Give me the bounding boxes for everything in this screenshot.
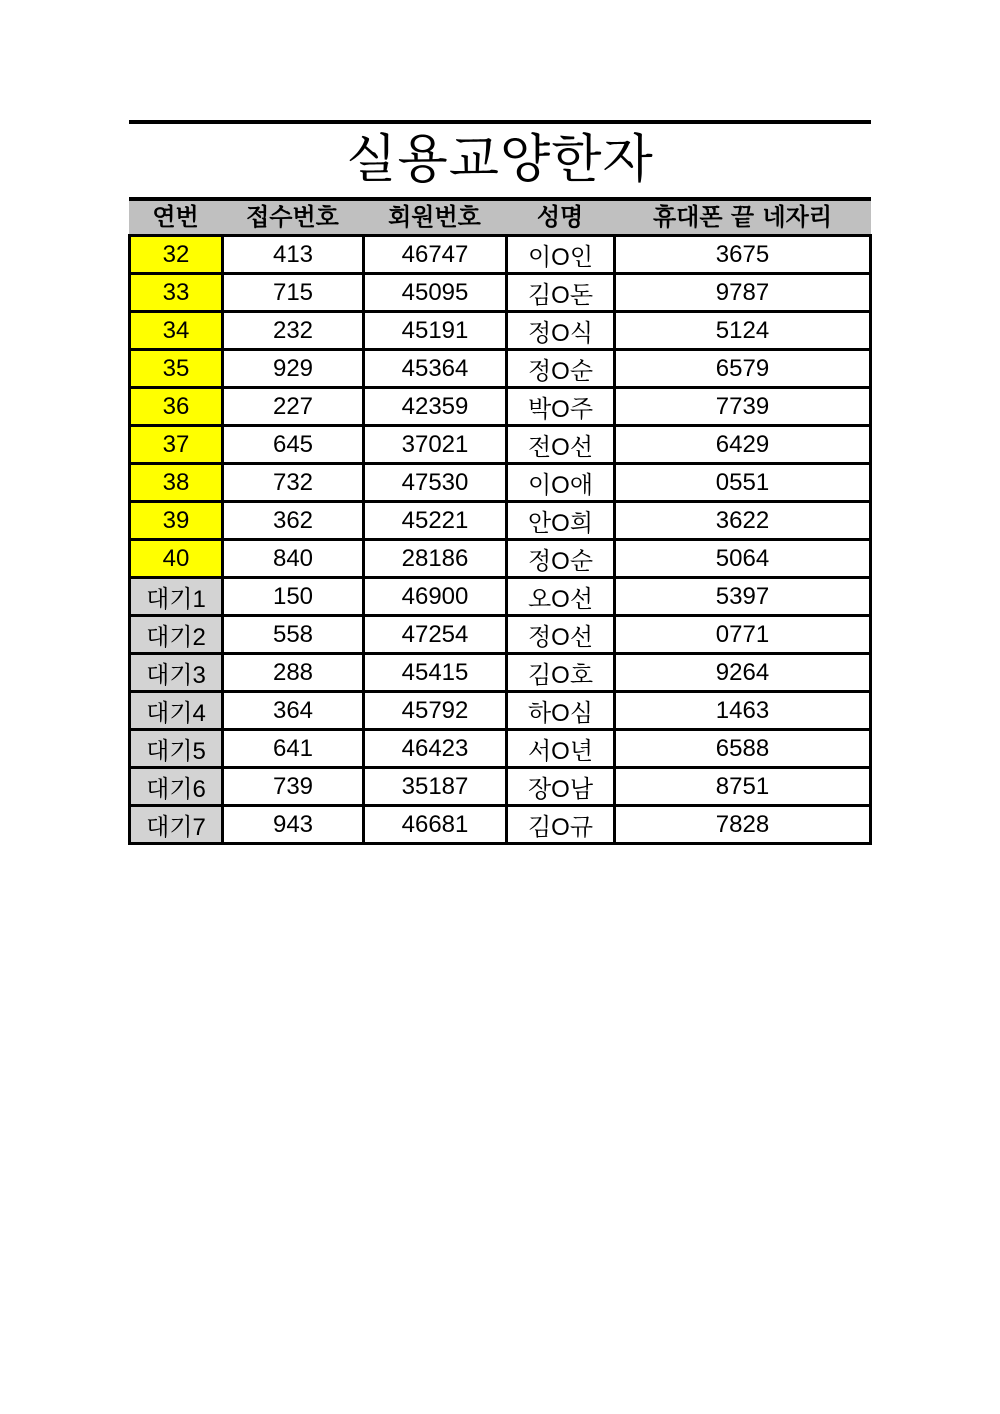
cell-receipt: 288 [223, 654, 364, 692]
header-receipt: 접수번호 [246, 203, 339, 231]
table-row [130, 768, 871, 806]
cell-no: 34 [130, 312, 223, 350]
cell-no: 39 [130, 502, 223, 540]
cell-member: 46747 [364, 236, 507, 274]
cell-phone: 6588 [615, 730, 871, 768]
cell-phone: 5397 [615, 578, 871, 616]
cell-name: 김O규 [507, 806, 615, 844]
participant-table [128, 234, 872, 845]
cell-phone: 6429 [615, 426, 871, 464]
cell-name: 정O순 [507, 540, 615, 578]
cell-phone: 7739 [615, 388, 871, 426]
cell-name: 정O선 [507, 616, 615, 654]
cell-no: 대기7 [130, 806, 223, 844]
table-row [130, 426, 871, 464]
cell-no: 대기5 [130, 730, 223, 768]
cell-member: 45364 [364, 350, 507, 388]
cell-phone: 7828 [615, 806, 871, 844]
table-row [130, 502, 871, 540]
cell-no: 대기6 [130, 768, 223, 806]
page-title: 실용교양한자 [346, 130, 654, 190]
table-row [130, 274, 871, 312]
cell-member: 45792 [364, 692, 507, 730]
cell-phone: 0551 [615, 464, 871, 502]
table-row [130, 654, 871, 692]
cell-no: 대기1 [130, 578, 223, 616]
table-row [130, 730, 871, 768]
cell-receipt: 943 [223, 806, 364, 844]
cell-member: 42359 [364, 388, 507, 426]
cell-phone: 3622 [615, 502, 871, 540]
table-header [129, 201, 871, 234]
cell-phone: 0771 [615, 616, 871, 654]
cell-member: 47254 [364, 616, 507, 654]
cell-name: 박O주 [507, 388, 615, 426]
cell-member: 28186 [364, 540, 507, 578]
cell-phone: 5064 [615, 540, 871, 578]
cell-name: 이O애 [507, 464, 615, 502]
cell-receipt: 840 [223, 540, 364, 578]
cell-name: 서O년 [507, 730, 615, 768]
table-row [130, 578, 871, 616]
cell-member: 35187 [364, 768, 507, 806]
table-row [130, 350, 871, 388]
cell-name: 김O호 [507, 654, 615, 692]
table-row [130, 464, 871, 502]
cell-receipt: 929 [223, 350, 364, 388]
cell-phone: 6579 [615, 350, 871, 388]
table-row [130, 236, 871, 274]
header-phone: 휴대폰 끝 네자리 [653, 203, 832, 231]
cell-no: 37 [130, 426, 223, 464]
table-row [130, 692, 871, 730]
cell-no: 35 [130, 350, 223, 388]
cell-no: 대기2 [130, 616, 223, 654]
cell-member: 46900 [364, 578, 507, 616]
cell-phone: 8751 [615, 768, 871, 806]
table-row [130, 540, 871, 578]
cell-member: 46681 [364, 806, 507, 844]
cell-no: 대기3 [130, 654, 223, 692]
cell-name: 안O희 [507, 502, 615, 540]
cell-phone: 3675 [615, 236, 871, 274]
cell-no: 대기4 [130, 692, 223, 730]
cell-receipt: 364 [223, 692, 364, 730]
header-name: 성명 [536, 203, 584, 231]
table-row [130, 388, 871, 426]
table-row [130, 312, 871, 350]
cell-receipt: 413 [223, 236, 364, 274]
cell-receipt: 645 [223, 426, 364, 464]
cell-receipt: 232 [223, 312, 364, 350]
header-member: 회원번호 [388, 203, 481, 231]
table-row [130, 616, 871, 654]
cell-member: 45095 [364, 274, 507, 312]
cell-member: 37021 [364, 426, 507, 464]
cell-phone: 9787 [615, 274, 871, 312]
cell-member: 45221 [364, 502, 507, 540]
cell-phone: 1463 [615, 692, 871, 730]
cell-receipt: 362 [223, 502, 364, 540]
cell-name: 하O심 [507, 692, 615, 730]
cell-no: 33 [130, 274, 223, 312]
cell-receipt: 150 [223, 578, 364, 616]
cell-no: 40 [130, 540, 223, 578]
cell-name: 이O인 [507, 236, 615, 274]
cell-member: 45191 [364, 312, 507, 350]
cell-receipt: 715 [223, 274, 364, 312]
cell-member: 47530 [364, 464, 507, 502]
cell-receipt: 732 [223, 464, 364, 502]
cell-name: 정O식 [507, 312, 615, 350]
cell-phone: 9264 [615, 654, 871, 692]
cell-no: 32 [130, 236, 223, 274]
cell-no: 38 [130, 464, 223, 502]
cell-receipt: 558 [223, 616, 364, 654]
cell-receipt: 641 [223, 730, 364, 768]
cell-name: 전O선 [507, 426, 615, 464]
cell-member: 45415 [364, 654, 507, 692]
cell-name: 김O돈 [507, 274, 615, 312]
cell-name: 정O순 [507, 350, 615, 388]
cell-member: 46423 [364, 730, 507, 768]
cell-receipt: 227 [223, 388, 364, 426]
cell-no: 36 [130, 388, 223, 426]
header-no: 연번 [152, 203, 199, 231]
cell-name: 오O선 [507, 578, 615, 616]
cell-name: 장O남 [507, 768, 615, 806]
cell-receipt: 739 [223, 768, 364, 806]
cell-phone: 5124 [615, 312, 871, 350]
table-row [130, 806, 871, 844]
